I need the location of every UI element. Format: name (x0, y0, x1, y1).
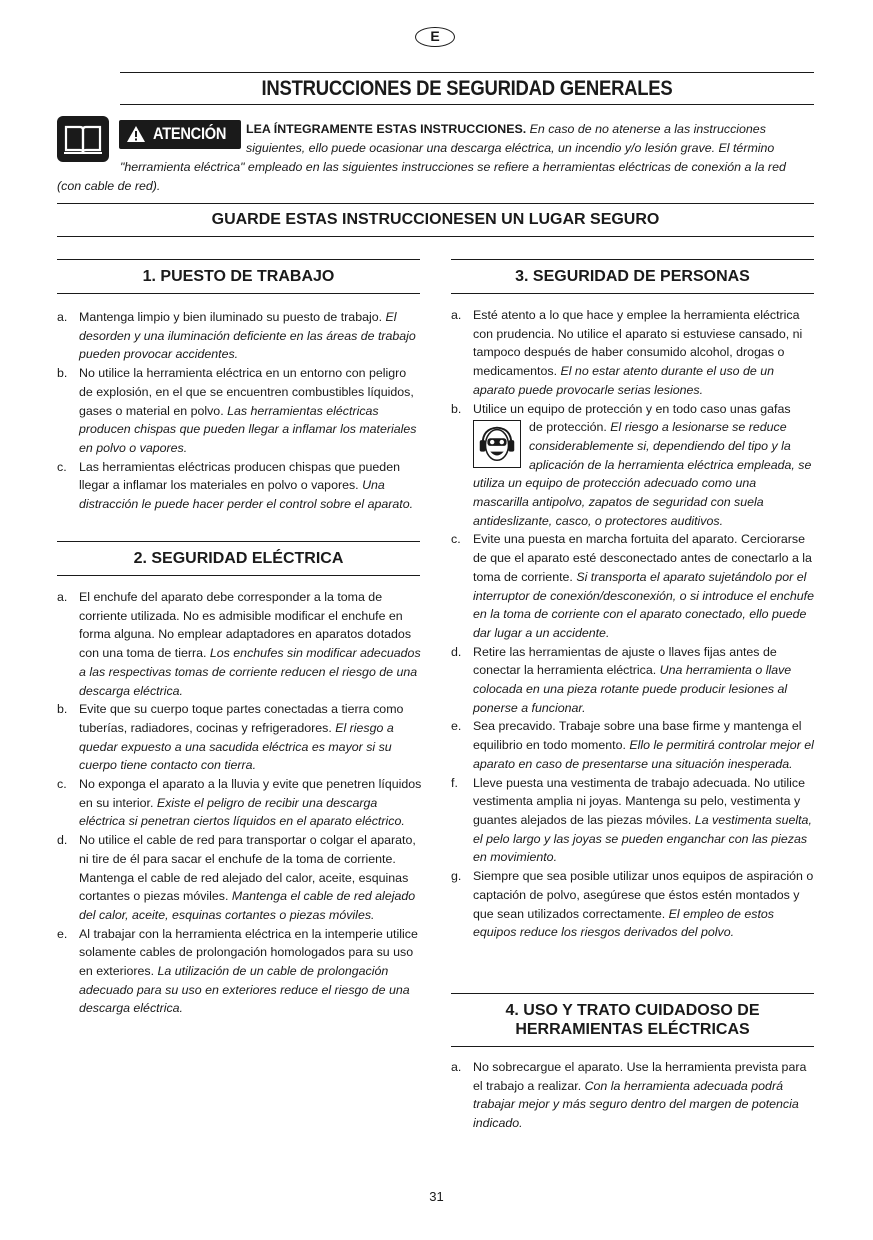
item-marker: e. (57, 926, 68, 941)
item-text: Utilice un equipo de protección y en todo caso unas gafas (473, 401, 791, 416)
item-marker: d. (451, 644, 462, 659)
item-text-cont: de protección. (529, 420, 611, 435)
section-1-list (57, 308, 422, 514)
item-text: No sobrecargue el aparato. Use la herramienta prevista para el trabajo a realizar. (473, 1060, 807, 1093)
item-text: Evite una puesta en marcha fortuita del aparato. Cerciorarse de que el aparato esté desconectado antes de conectarlo a la toma de corriente. (473, 532, 812, 584)
guarde-bottom-rule (57, 236, 814, 237)
item-marker: b. (451, 401, 462, 416)
s1-item-b (57, 364, 422, 458)
section-1-top-rule (57, 259, 420, 260)
page-title: INSTRUCCIONES DE SEGURIDAD GENERALES (261, 76, 673, 100)
intro-bold: LEA ÍNTEGRAMENTE ESTAS INSTRUCCIONES. (246, 122, 527, 136)
section-3-heading: 3. SEGURIDAD DE PERSONAS (515, 268, 750, 285)
item-marker: d. (57, 833, 68, 848)
section-4-top-rule (451, 993, 814, 994)
item-italic: Una distracción le puede hacer perder el control sobre el aparato. (79, 478, 414, 512)
item-marker: c. (57, 459, 67, 474)
item-italic: La vestimenta suelta, el pelo largo y las joyas se pueden enganchar con las piezas en movimiento. (473, 812, 812, 865)
item-italic: El empleo de estos equipos reduce los riesgos derivados del polvo. (473, 906, 774, 940)
section-1-bottom-rule (57, 293, 420, 294)
item-italic: Mantenga el cable de red alejado del calor, aceite, esquinas cortantes o piezas móviles. (79, 889, 416, 922)
item-marker: a. (451, 1060, 462, 1074)
page-number: 31 (429, 1189, 444, 1204)
keep-instructions-text: GUARDE ESTAS INSTRUCCIONESEN UN LUGAR SEGURO (211, 211, 660, 228)
item-italic: El desorden y una iluminación deficiente en las áreas de trabajo pueden provocar accidentes. (79, 310, 416, 362)
item-italic: El riesgo a quedar expuesto a una sacudida eléctrica es mayor si su cuerpo tiene contacto con tierra. (79, 720, 394, 773)
item-marker: a. (451, 308, 462, 322)
s2-item-b (57, 700, 422, 775)
item-italic: Los enchufes sin modificar adecuados a las respectivas tomas de corriente reducen el riesgo de una descarga eléctrica. (79, 646, 421, 698)
item-text: El enchufe del aparato debe corresponder a la toma de corriente utilizada. No es admisible modificar el enchufe en forma alguna. No emplear adaptadores en aparatos dotados con una toma de tierra. (79, 590, 412, 661)
attention-label: ATENCIÓN (153, 124, 227, 143)
item-text: Mantenga limpio y bien iluminado su puesto de trabajo. (79, 310, 386, 324)
item-italic: El no estar atento durante el uso de un aparato puede provocarle serias lesiones. (473, 364, 775, 397)
s3-item-c (451, 530, 815, 642)
item-italic: Existe el peligro de recibir una descarga eléctrica si penetran ciertos líquidos en el aparato eléctrico. (79, 795, 405, 829)
item-italic: La utilización de un cable de prolongación adecuado para su uso en exteriores reduce el riesgo de una descarga eléctrica. (79, 964, 410, 1016)
item-italic: Las herramientas eléctricas producen chispas que pueden llegar a inflamar los materiales en polvo o vapores. (79, 403, 417, 455)
s3-item-g (451, 867, 815, 942)
s1-item-c (57, 458, 422, 514)
item-marker: g. (451, 869, 462, 884)
section-4-heading-line-1: 4. USO Y TRATO CUIDADOSO DE (505, 1002, 760, 1019)
section-3-bottom-rule (451, 293, 814, 294)
intro-italic-1: En caso de no atenerse a las instrucciones (529, 122, 766, 136)
section-2-top-rule (57, 541, 420, 542)
attention-badge (119, 120, 241, 149)
s3-item-d (451, 643, 815, 718)
section-4-heading (451, 1001, 814, 1039)
s3-item-a (451, 306, 815, 400)
section-4-list (451, 1058, 815, 1133)
item-marker: a. (57, 310, 68, 324)
item-marker: c. (451, 532, 461, 547)
section-4-bottom-rule (451, 1046, 814, 1047)
read-manual-book-icon (57, 116, 109, 162)
item-italic: Una herramienta o llave colocada en una pieza rotante puede producir lesiones al ponerse a funcionar. (473, 663, 792, 715)
s2-item-a (57, 588, 422, 700)
s2-item-e (57, 925, 422, 1019)
intro-line-2: siguientes, ello puede ocasionar una descarga eléctrica, un incendio y/o lesión grave. El término (246, 141, 775, 155)
item-text: No utilice el cable de red para transportar o colgar el aparato, ni tire de él para sacar el enchufe de la toma de corriente. Mantenga el cable de red alejado del calor, aceite, esquinas cortantes o piezas móviles. (79, 833, 416, 904)
section-2-heading: 2. SEGURIDAD ELÉCTRICA (133, 550, 344, 567)
item-text: Al trabajar con la herramienta eléctrica en la intemperie utilice solamente cables de prolongación homologados para su uso en exteriores. (79, 926, 418, 979)
intro-line-4: (con cable de red). (57, 179, 161, 193)
item-text: Retire las herramientas de ajuste o llaves fijas antes de conectar la herramienta eléctrica. (473, 644, 777, 678)
item-marker: a. (57, 590, 68, 604)
item-text: Lleve puesta una vestimenta de trabajo adecuada. No utilice vestimenta amplia ni joyas. Mantenga su pelo, vestimenta y guantes alejados de las piezas móviles. (473, 775, 806, 827)
item-marker: b. (57, 702, 68, 717)
s3-item-b (451, 400, 815, 531)
item-text: Esté atento a lo que hace y emplee la herramienta eléctrica con prudencia. No utilice el aparato si estuviese cansado, ni tampoco después de haber consumido alcohol, drogas o medicamentos. (473, 308, 803, 379)
s3-item-e (451, 717, 815, 773)
section-3-top-rule (451, 259, 814, 260)
section-3-list (451, 306, 815, 942)
item-italic: El riesgo a lesionarse se reduce considerablemente si, dependiendo del tipo y la aplicación de la herramienta eléctrica empleada, se utiliza un equipo de protección adecuado como una mascarilla antipolvo, zapatos de seguridad con suela antideslizante, casco, o protectores auditivos. (473, 420, 812, 528)
s2-item-d (57, 831, 422, 925)
guarde-top-rule (57, 203, 814, 204)
s1-item-a (57, 308, 422, 364)
warning-triangle-icon (126, 125, 146, 143)
section-4-heading-line-2: HERRAMIENTAS ELÉCTRICAS (515, 1021, 750, 1038)
title-top-rule (120, 72, 814, 73)
keep-instructions-heading (57, 210, 814, 229)
item-text: Sea precavido. Trabaje sobre una base firme y mantenga el equilibrio en todo momento. (473, 719, 802, 753)
s2-item-c (57, 775, 422, 831)
item-text: No exponga el aparato a la lluvia y evite que penetren líquidos en su interior. (79, 777, 422, 810)
intro-line-3: "herramienta eléctrica" empleado en las siguientes instrucciones se refiere a herramientas eléctricas de conexión a la red (120, 160, 786, 174)
item-italic: Ello le permitirá controlar mejor el aparato en caso de presentarse una situación inesperada. (473, 738, 814, 771)
item-text: Las herramientas eléctricas producen chispas que pueden llegar a inflamar los materiales en polvo o vapores. (79, 459, 400, 493)
section-1-heading: 1. PUESTO DE TRABAJO (142, 268, 335, 285)
item-text: No utilice la herramienta eléctrica en un entorno con peligro de explosión, en el que se encuentren combustibles líquidos, gases o material en polvo. (79, 366, 414, 418)
section-2-bottom-rule (57, 575, 420, 576)
item-marker: b. (57, 366, 68, 381)
section-2-list (57, 588, 422, 1018)
item-italic: Si transporta el aparato sujetándolo por el interruptor de conexión/desconexión, o si introduce el enchufe en la toma de corriente con el aparato conectado, ello puede dar lugar a un accidente. (473, 569, 814, 640)
language-badge: E (415, 27, 455, 47)
item-marker: e. (451, 719, 462, 734)
title-bottom-rule (120, 104, 814, 105)
s3-item-f (451, 774, 815, 868)
item-text: Siempre que sea posible utilizar unos equipos de aspiración o captación de polvo, asegúrese que éstos estén montados y que sean utilizados correctamente. (473, 869, 814, 921)
s4-item-a (451, 1058, 815, 1133)
item-marker: f. (451, 775, 458, 790)
item-marker: c. (57, 777, 67, 792)
intro-line-1 (246, 120, 766, 139)
item-text: Evite que su cuerpo toque partes conectadas a tierra como tuberías, radiadores, cocinas y refrigeradores. (79, 702, 404, 735)
safety-goggles-ear-protection-icon (473, 420, 521, 468)
item-italic: Con la herramienta adecuada podrá trabajar mejor y más seguro dentro del margen de potencia indicado. (473, 1078, 799, 1131)
